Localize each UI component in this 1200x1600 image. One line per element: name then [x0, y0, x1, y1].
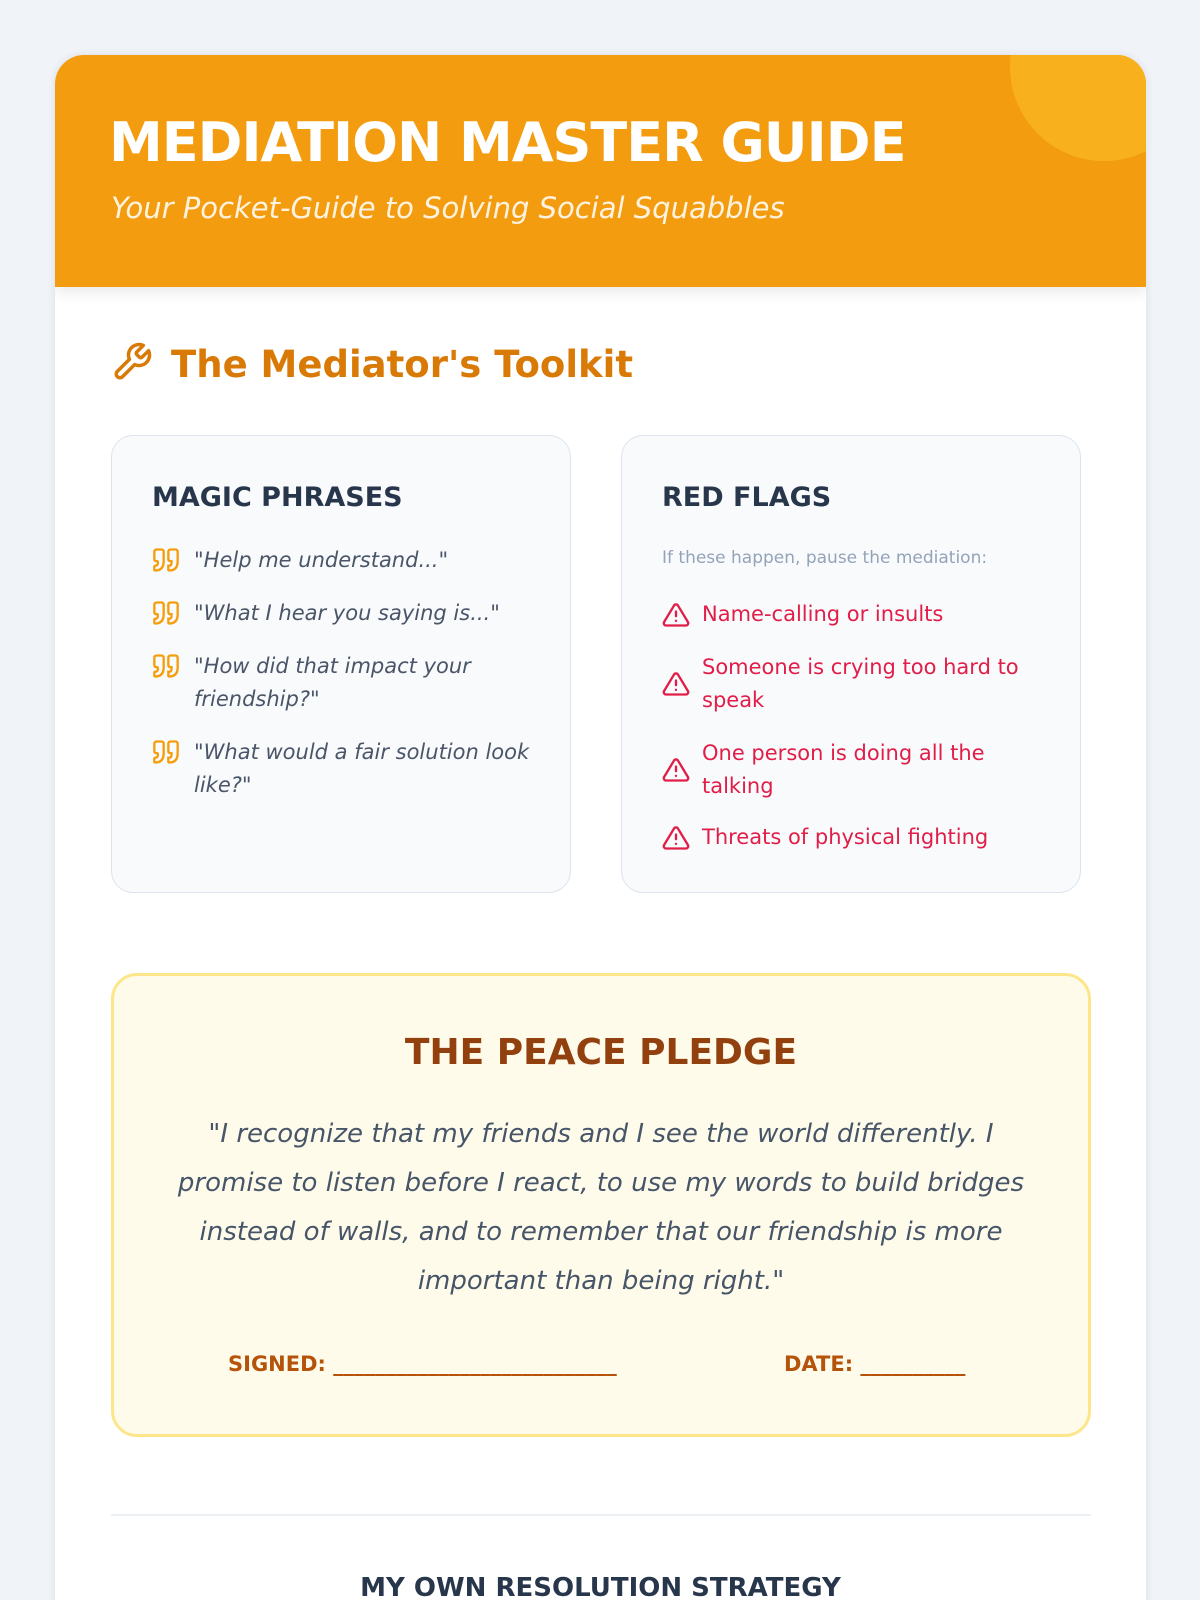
toolkit-title: The Mediator's Toolkit: [171, 342, 634, 386]
red-flag-text: Threats of physical fighting: [702, 825, 989, 849]
own-strategy-title: MY OWN RESOLUTION STRATEGY: [360, 1573, 841, 1600]
red-flag-text: Name-calling or insults: [702, 602, 944, 626]
page-title: MEDIATION MASTER GUIDE: [109, 111, 906, 174]
warning-triangle-icon: [662, 824, 690, 852]
section-divider: [111, 1514, 1091, 1516]
red-flags-panel: [621, 435, 1081, 893]
phrase-item: [152, 597, 544, 630]
pledge-text: "I recognize that my friends and I see the world differently. I promise to listen before I react, to use my words to build bridges instead of walls, and to remember that our friendship is more important than being right.": [177, 1119, 1025, 1296]
red-flag-item: [662, 651, 1032, 717]
phrase-text: "Help me understand...": [194, 548, 449, 572]
warning-triangle-icon: [662, 670, 690, 698]
red-flag-text: Someone is crying too hard to speak: [702, 655, 1019, 712]
phrase-item: [152, 736, 544, 802]
magic-phrases-panel: [111, 435, 571, 893]
quote-icon: [152, 546, 180, 574]
magic-phrases-title: MAGIC PHRASES: [152, 482, 403, 513]
phrase-text: "What I hear you saying is...": [194, 601, 500, 625]
phrase-item: [152, 650, 544, 716]
phrase-item: [152, 544, 544, 577]
phrase-text: "How did that impact your friendship?": [194, 654, 471, 711]
page-subtitle: Your Pocket-Guide to Solving Social Squabbles: [111, 191, 785, 225]
signed-line[interactable]: SIGNED: ___________________________: [228, 1352, 617, 1376]
red-flags-note: If these happen, pause the mediation:: [662, 548, 988, 568]
quote-icon: [152, 599, 180, 627]
toolkit-heading: [111, 341, 633, 387]
red-flag-item: [662, 821, 1032, 854]
warning-triangle-icon: [662, 756, 690, 784]
peace-pledge-box: [111, 973, 1091, 1437]
quote-icon: [152, 652, 180, 680]
pledge-title: THE PEACE PLEDGE: [404, 1032, 798, 1073]
header-decoration: [1010, 55, 1146, 161]
phrase-text: "What would a fair solution look like?": [194, 740, 530, 797]
wrench-icon: [111, 341, 153, 387]
warning-triangle-icon: [662, 601, 690, 629]
quote-icon: [152, 738, 180, 766]
guide-card: [54, 54, 1147, 1600]
red-flag-text: One person is doing all the talking: [702, 741, 985, 798]
guide-header: [55, 55, 1146, 287]
red-flags-title: RED FLAGS: [662, 482, 832, 513]
red-flag-item: [662, 737, 1032, 803]
date-line[interactable]: DATE: __________: [784, 1352, 966, 1376]
red-flag-item: [662, 598, 1032, 631]
